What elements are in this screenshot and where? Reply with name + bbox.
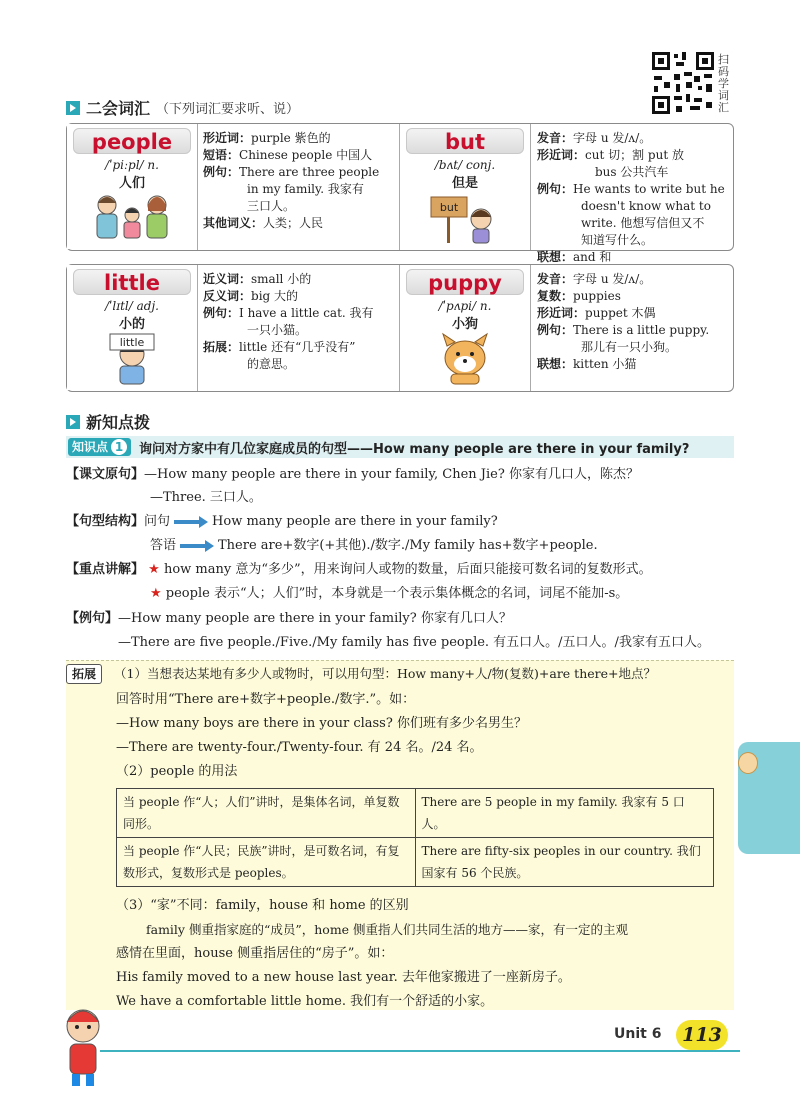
play-arrow-icon [66, 415, 80, 429]
vocab-word: but [406, 128, 524, 154]
arrow-right-icon [174, 517, 208, 527]
vocab-phonetic: /bʌt/ conj. [434, 158, 496, 172]
vocab-phonetic: /ˈlɪtl/ adj. [104, 299, 159, 313]
section-title: 二会词汇 [86, 99, 151, 118]
section-header-vocab [66, 96, 299, 119]
extension-p2: （2）people 的用法 [116, 764, 238, 779]
vocab-defs-but: 发音：字母 u 发/ʌ/。 形近词：cut 切；割 put 放 bus 公共汽车 例句：He wants to write but he doesn't know what to write. 他想写信但又不 知道写什么。 联想：and 和 [537, 131, 725, 264]
table-row [117, 789, 714, 838]
table-row [117, 838, 714, 887]
family-illustration-icon [87, 191, 177, 241]
footer-divider [100, 1050, 740, 1052]
play-arrow-icon [66, 101, 80, 115]
extension-p1a: （1）当想表达某地有多少人或物时，可以用句型：How many+人/物(复数)+are there+地点？ [114, 666, 656, 681]
table-cell: 当 people 作“人民；民族”讲时，是可数名词，有复数形式，复数形式是 peoples。 [117, 838, 416, 887]
section-title: 新知点拨 [86, 413, 151, 432]
star-icon: ★ [150, 586, 162, 601]
key-point-2: ★ people 表示“人；人们”时，本身就是一个表示集体概念的名词，词尾不能加-s。 [150, 586, 629, 601]
but-sign-illustration-icon [425, 191, 505, 245]
section-header-new-knowledge [66, 410, 150, 433]
section-subtitle: （下列词汇要求听、说） [156, 102, 300, 117]
structure-answer: 答语 There are+数字(+其他)./数字./My family has+数字+people. [150, 538, 598, 553]
extension-p3b: 感情在里面，house 侧重指居住的“房子”。如： [116, 946, 394, 961]
structure-question: 【句型结构】问句 How many people are there in your family? [66, 514, 498, 529]
kewen-line-1: 【课文原句】—How many people are there in your family, Chen Jie? 你家有几口人，陈杰？ [66, 467, 639, 482]
mascot-face-icon [738, 752, 758, 774]
table-cell: There are fifty-six peoples in our country. 我们国家有 56 个民族。 [415, 838, 714, 887]
table-cell: There are 5 people in my family. 我家有 5 口人。 [415, 789, 714, 838]
example-line-1: 【例句】—How many people are there in your family? 你家有几口人？ [66, 611, 512, 626]
extension-p3c: His family moved to a new house last year. 去年他家搬进了一座新房子。 [116, 970, 571, 985]
key-point-1: 【重点讲解】 ★ how many 意为“多少”，用来询问人或物的数量，后面只能接可数名词的复数形式。 [66, 562, 652, 577]
extension-p1c: —How many boys are there in your class? 你们班有多少名男生？ [116, 716, 527, 731]
knowledge-point-tag: 知识点 1 [68, 438, 131, 456]
qr-label: 扫码学词汇 [718, 53, 729, 114]
example-line-2: —There are five people./Five./My family has five people. 有五口人。/五口人。/我家有五口人。 [118, 635, 710, 650]
extension-p1d: —There are twenty-four./Twenty-four. 有 24 名。/24 名。 [116, 740, 483, 755]
kewen-line-2: —Three. 三口人。 [150, 490, 262, 505]
vocab-phonetic: /ˈpiːpl/ n. [105, 158, 159, 172]
vocab-word: little [73, 269, 191, 295]
vocab-row-1 [66, 123, 734, 264]
vocab-defs-people: 形近词：purple 紫色的 短语：Chinese people 中国人 例句：There are three people in my family. 我家有 三口人。 其他词义：人类；人民 [203, 131, 380, 230]
little-sign-illustration-icon [92, 332, 172, 386]
vocab-word: puppy [406, 269, 524, 295]
vocab-meaning: 小狗 [451, 317, 478, 332]
sign-text: little [119, 336, 145, 349]
vocab-defs-little: 近义词：small 小的 反义词：big 大的 例句：I have a little cat. 我有 一只小猫。 拓展：little 还有“几乎没有” 的意思。 [203, 272, 374, 371]
puppy-illustration-icon [425, 332, 505, 386]
vocab-defs-puppy: 发音：字母 u 发/ʌ/。 复数：puppies 形近词：puppet 木偶 例句：There is a little puppy. 那儿有一只小狗。 联想：kitten 小猫 [537, 272, 710, 371]
extension-p3d: We have a comfortable little home. 我们有一个舒适的小家。 [116, 994, 494, 1009]
knowledge-point-title: 询问对方家中有几位家庭成员的句型——How many people are there in your family? [139, 441, 690, 457]
qr-code-icon[interactable] [650, 50, 716, 116]
vocab-phonetic: /ˈpʌpi/ n. [438, 299, 492, 313]
extension-p3a: family 侧重指家庭的“成员”，home 侧重指人们共同生活的地方——家，有一定的主观 [146, 922, 629, 937]
vocab-card-little [67, 265, 197, 390]
extension-tag: 拓展 [66, 664, 102, 684]
vocab-card-puppy [400, 265, 530, 390]
page-number: 113 [676, 1020, 728, 1050]
vocab-row-2 [66, 264, 734, 392]
people-usage-table [116, 788, 714, 887]
vocab-card-people [67, 124, 197, 249]
vocab-card-but [400, 124, 530, 249]
vocab-meaning: 小的 [118, 317, 145, 332]
table-cell: 当 people 作“人；人们”讲时，是集体名词，单复数同形。 [117, 789, 416, 838]
extension-p3: （3）“家”不同：family，house 和 home 的区别 [116, 898, 409, 913]
vocab-meaning: 人们 [118, 176, 145, 191]
mascot-icon [58, 1000, 108, 1090]
vocab-meaning: 但是 [451, 176, 478, 191]
vocab-word: people [73, 128, 191, 154]
sign-text: but [439, 201, 459, 214]
arrow-right-icon [180, 541, 214, 551]
knowledge-point-bar [66, 436, 734, 458]
extension-p1b: 回答时用“There are+数字+people./数字.”。如： [116, 692, 416, 707]
unit-label: Unit 6 [614, 1026, 662, 1042]
star-icon: ★ [148, 562, 160, 577]
